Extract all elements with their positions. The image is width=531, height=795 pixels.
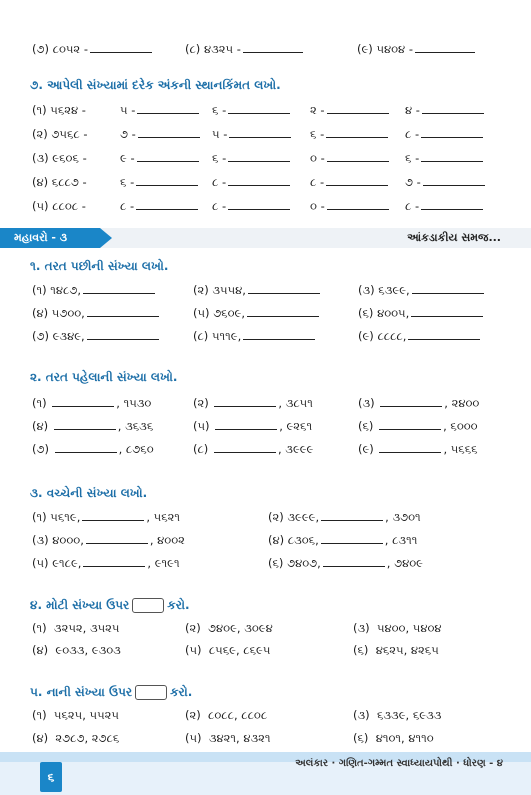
answer-blank[interactable]	[136, 174, 198, 186]
answer-blank[interactable]	[326, 174, 388, 186]
answer-blank[interactable]	[326, 126, 388, 138]
answer-blank[interactable]	[411, 305, 483, 317]
answer-blank[interactable]	[408, 328, 480, 340]
answer-blank[interactable]	[421, 198, 483, 210]
answer-blank[interactable]	[137, 102, 199, 114]
q5-title	[30, 685, 192, 700]
answer-blank[interactable]	[83, 555, 145, 567]
q7-title: ૭. આપેલી સંખ્યામાં દરેક અંકની સ્થાનકિંમત લખો.	[30, 78, 281, 92]
answer-blank[interactable]	[327, 198, 389, 210]
section-label: મહાવરો - ૩	[14, 231, 68, 244]
answer-blank[interactable]	[321, 509, 383, 521]
answer-blank[interactable]	[421, 126, 483, 138]
q4-title-a: ૪. મોટી સંખ્યા ઉપર	[30, 598, 130, 612]
footer-text: અલંકાર · ગણિત-ગમ્મત સ્વાધ્યાયપોથી · ધોરણ - ૪	[295, 758, 503, 769]
answer-blank[interactable]	[423, 174, 485, 186]
page-number: ૬	[40, 762, 62, 792]
answer-blank[interactable]	[243, 328, 315, 340]
answer-box-icon	[135, 685, 167, 700]
answer-blank[interactable]	[247, 305, 319, 317]
answer-blank[interactable]	[214, 395, 276, 407]
answer-blank[interactable]	[215, 418, 277, 430]
answer-blank[interactable]	[228, 174, 290, 186]
section-topic: આંકડાકીય સમજ...	[407, 231, 501, 244]
answer-blank[interactable]	[136, 198, 198, 210]
q5-title-b: કરો.	[170, 685, 193, 699]
answer-blank[interactable]	[421, 150, 483, 162]
item-8: (૮) ૪૩૨૫ -	[185, 41, 305, 57]
q1-title: ૧. તરત પછીની સંખ્યા લખો.	[30, 259, 169, 273]
answer-blank[interactable]	[248, 282, 320, 294]
answer-blank[interactable]	[54, 418, 116, 430]
answer-blank[interactable]	[87, 328, 159, 340]
answer-blank[interactable]	[137, 150, 199, 162]
q2-title: ૨. તરત પહેલાની સંખ્યા લખો.	[30, 370, 178, 384]
answer-blank[interactable]	[138, 126, 200, 138]
item-7: (૭) ૮૦૫૨ -	[32, 41, 154, 57]
answer-blank[interactable]	[412, 282, 484, 294]
answer-blank[interactable]	[323, 555, 385, 567]
q4-title-b: કરો.	[167, 598, 190, 612]
q4-title	[30, 598, 190, 613]
answer-blank[interactable]	[228, 102, 290, 114]
answer-blank[interactable]	[87, 305, 159, 317]
q3-title: ૩. વચ્ચેની સંખ્યા લખો.	[30, 486, 148, 500]
answer-blank[interactable]	[422, 102, 484, 114]
answer-blank[interactable]	[228, 150, 290, 162]
answer-blank[interactable]	[214, 441, 276, 453]
answer-blank[interactable]	[83, 282, 155, 294]
item-9: (૯) ૫૪૦૪ -	[357, 41, 477, 57]
answer-blank[interactable]	[52, 395, 114, 407]
answer-blank[interactable]	[229, 126, 291, 138]
answer-blank[interactable]	[228, 198, 290, 210]
answer-box-icon	[132, 598, 164, 613]
answer-blank[interactable]	[327, 150, 389, 162]
answer-blank[interactable]	[327, 102, 389, 114]
answer-blank[interactable]	[86, 532, 148, 544]
answer-blank[interactable]	[379, 441, 441, 453]
answer-blank[interactable]	[55, 441, 117, 453]
answer-blank[interactable]	[321, 532, 383, 544]
answer-blank[interactable]	[379, 418, 441, 430]
q5-title-a: ૫. નાની સંખ્યા ઉપર	[30, 685, 133, 699]
answer-blank[interactable]	[82, 509, 144, 521]
answer-blank[interactable]	[380, 395, 442, 407]
